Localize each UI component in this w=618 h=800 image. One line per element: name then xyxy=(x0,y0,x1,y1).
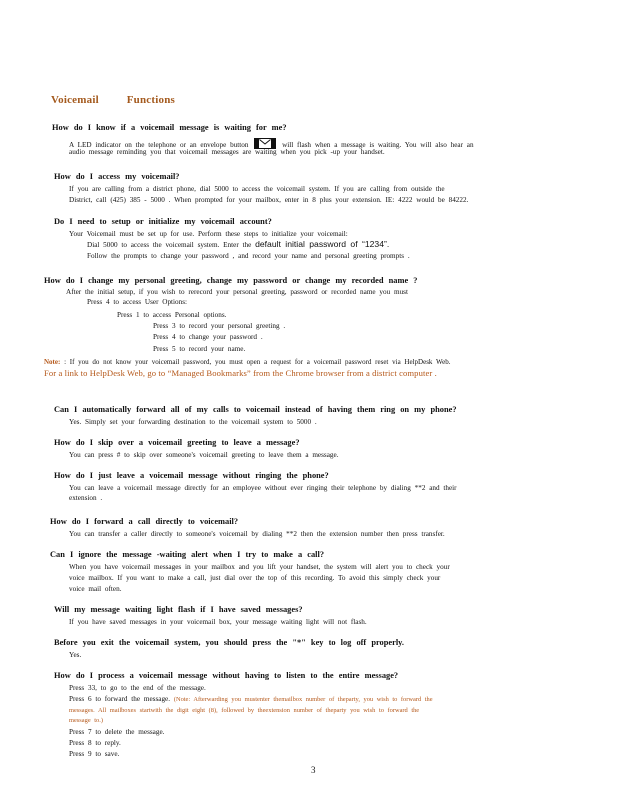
answer-process-line5: Press 7 to delete the message. xyxy=(69,728,165,736)
question-ignore-alert: Can I ignore the message -waiting alert when I try to make a call? xyxy=(50,550,325,559)
answer-leave-message-line1: You can leave a voicemail message directly for an employee without ever ringing their telephone by dialing **2 and their xyxy=(69,484,457,492)
answer-change-line4: Press 3 to record your personal greeting . xyxy=(153,322,286,330)
answer-process-line1: Press 33, to go to the end of the message. xyxy=(69,684,206,692)
question-led: How do I know if a voicemail message is waiting for me? xyxy=(52,123,287,132)
answer-process-note-a: (Note: Afterwarding you mustenter themailbox number of theparty, you wish to forward the xyxy=(173,696,433,703)
question-setup: Do I need to setup or initialize my voicemail account? xyxy=(54,217,272,226)
answer-change-line6: Press 5 to record your name. xyxy=(153,345,246,353)
answer-setup-line2 xyxy=(87,240,389,251)
title-voicemail: Voicemail xyxy=(51,94,99,106)
default-password-text: default initial password of “1234”. xyxy=(255,239,390,249)
answer-change-line5: Press 4 to change your password . xyxy=(153,333,263,341)
page-title xyxy=(51,94,175,106)
answer-process-line7: Press 9 to save. xyxy=(69,750,120,758)
answer-change-line1: After the initial setup, if you wish to rerecord your personal greeting, password or recorded name you must xyxy=(66,288,408,296)
answer-led-line2: audio message reminding you that voicemail messages are waiting when you pick -up your handset. xyxy=(69,148,385,156)
answer-leave-message-line2: extension . xyxy=(69,494,103,502)
answer-log-off: Yes. xyxy=(69,651,82,659)
question-log-off: Before you exit the voicemail system, you should press the "*" key to log off properly. xyxy=(54,638,404,647)
question-change: How do I change my personal greeting, change my password or change my recorded name ? xyxy=(44,276,418,285)
question-process-message: How do I process a voicemail message without having to listen to the entire message? xyxy=(54,671,399,680)
answer-setup-line1: Your Voicemail must be set up for use. Perform these steps to initialize your voicemail: xyxy=(69,230,348,238)
title-functions: Functions xyxy=(126,94,176,106)
answer-led-text-a: A LED indicator on the telephone or an envelope button xyxy=(69,141,249,149)
answer-led-text-b: will flash when a message is waiting. You will also hear an xyxy=(282,141,474,149)
page-number: 3 xyxy=(311,765,316,775)
answer-ignore-alert-line3: voice mail often. xyxy=(69,585,122,593)
answer-process-forward: Press 6 to forward the message. xyxy=(69,695,171,703)
answer-ignore-alert-line2: voice mailbox. If you want to make a call, just dial over the top of this recording. To avoid this simply check your xyxy=(69,574,441,582)
helpdesk-link-text: For a link to HelpDesk Web, go to “Managed Bookmarks” from the Chrome browser from a district computer . xyxy=(44,368,437,378)
answer-process-line2 xyxy=(69,695,433,705)
question-forward-call: How do I forward a call directly to voicemail? xyxy=(50,517,239,526)
answer-ignore-alert-line1: When you have voicemail messages in your mailbox and you lift your handset, the system will alert you to check your xyxy=(69,563,450,571)
question-access: How do I access my voicemail? xyxy=(54,172,180,181)
answer-skip-greeting: You can press # to skip over someone's voicemail greeting to leave them a message. xyxy=(69,451,339,459)
question-forward-all: Can I automatically forward all of my calls to voicemail instead of having them ring on my phone? xyxy=(54,405,457,414)
question-leave-message: How do I just leave a voicemail message without ringing the phone? xyxy=(54,471,329,480)
answer-forward-call: You can transfer a caller directly to someone's voicemail by dialing **2 then the extension number then press transfer. xyxy=(69,530,445,538)
answer-process-line6: Press 8 to reply. xyxy=(69,739,121,747)
note-password xyxy=(44,358,450,366)
question-skip-greeting: How do I skip over a voicemail greeting to leave a message? xyxy=(54,438,300,447)
answer-process-note-b: messages. All mailboxes startwith the digit eight (8), followed by theextension number of theparty you wish to forward the xyxy=(69,707,420,714)
answer-saved-light: If you have saved messages in your voicemail box, your message waiting light will not flash. xyxy=(69,618,367,626)
answer-change-line3: Press 1 to access Personal options. xyxy=(117,311,227,319)
answer-change-line2: Press 4 to access User Options: xyxy=(87,298,188,306)
answer-forward-all: Yes. Simply set your forwarding destination to the voicemail system to 5000 . xyxy=(69,418,317,426)
note-label: Note: xyxy=(44,358,61,366)
answer-access-line1: If you are calling from a district phone, dial 5000 to access the voicemail system. If you are calling from outside the xyxy=(69,185,445,193)
answer-setup-text-a: Dial 5000 to access the voicemail system. Enter the xyxy=(87,241,252,249)
answer-access-line2: District, call (425) 385 - 5000 . When prompted for your mailbox, enter in 8 plus your extension. IE: 4222 would be 84222. xyxy=(69,196,469,204)
note-text: : If you do not know your voicemail password, you must open a request for a voicemail password reset via HelpDesk Web. xyxy=(64,358,451,366)
answer-process-note-c: message to.) xyxy=(69,717,103,724)
question-saved-light: Will my message waiting light flash if I have saved messages? xyxy=(54,605,303,614)
answer-setup-line3: Follow the prompts to change your password , and record your name and personal greeting prompts . xyxy=(87,252,410,260)
